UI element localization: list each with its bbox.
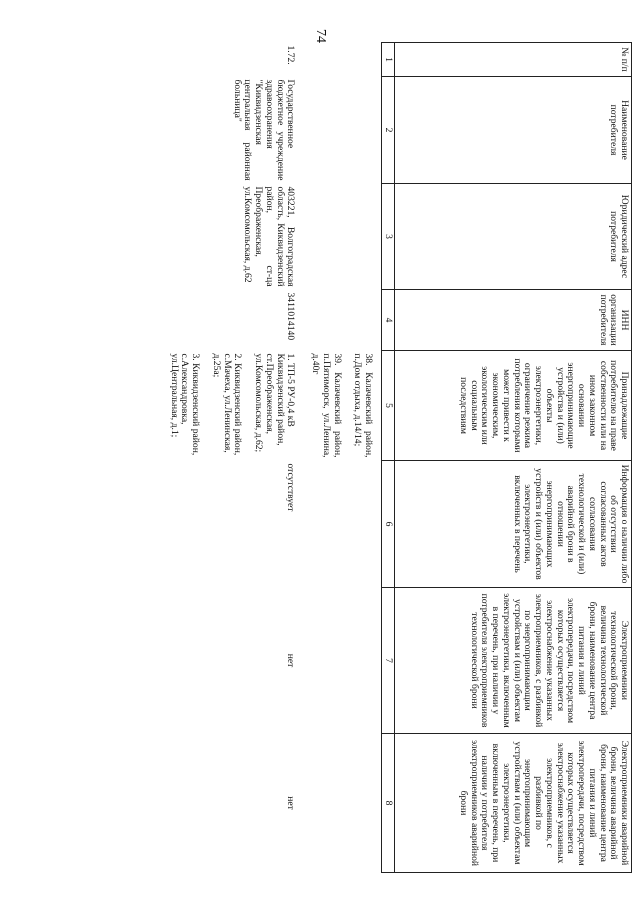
emergency-reserve: нет: [285, 796, 297, 810]
column-number: 7: [382, 588, 395, 734]
continuation-objects-cell: [297, 351, 381, 461]
technological-reserve: нет: [285, 653, 297, 668]
header-col-7: Электроприемники технологической брони, величина технологической брони, наименование центра питания и линий электропередачи, посредством которых осуществляется электроснабжение указанных электроприемников, с разбивкой по энергопринимающим устройствам и (или) объектам электроэнергетики, включенным в перечень, при наличии у потребителя электроприемников технологической брони: [395, 588, 632, 734]
column-number: 6: [382, 461, 395, 588]
header-col-5: Принадлежащие потребителю на праве собственности или на ином законном основании энергопринимающие устройства и (или) объекты электроэнергетики, ограничение режима потребления которыми может привести к экономическим, экологическим или социальным последствиям: [395, 351, 632, 461]
object-entry: 3. Киквидзенский район, с.Александровка, ул.Центральная, д.1;: [168, 353, 202, 456]
consumer-objects-cell: [156, 351, 297, 461]
acts-status: отсутствует: [285, 463, 297, 512]
header-col-2: Наименование потребителя: [395, 77, 632, 184]
header-col-1: № п/п: [395, 43, 632, 77]
object-entry: 38. Калачевский район, п.Дом отдыха, д.14/14;: [352, 353, 374, 458]
row-number: 1.72.: [285, 45, 297, 65]
consumer-table: [156, 42, 632, 873]
table-row: [156, 43, 297, 873]
column-number: 8: [382, 734, 395, 873]
header-col-3: Юридический адрес потребителя: [395, 184, 632, 290]
consumer-address: 403221, Волгоградская область, Киквидзенский район, ст-ца Преображенская, ул.Комсомольская, д.62: [242, 186, 297, 287]
consumer-name: Государственное бюджетное учреждение здравоохранения "Киквидзенская центральная районная больница": [231, 79, 297, 181]
header-col-6: Информация о наличии либо об отсутствии согласованных актов согласования технологической и (или) аварийной брони в отношении энергопринимающих устройств и (или) объектов электроэнергетики, включенных в перечень: [395, 461, 632, 588]
consumer-inn: 3411014140: [285, 292, 297, 341]
column-number: 1: [382, 43, 395, 77]
column-number: 5: [382, 351, 395, 461]
rotated-table-area: [22, 42, 632, 872]
column-number: 4: [382, 290, 395, 351]
column-number: 2: [382, 77, 395, 184]
object-entry: 2. Киквидзенский район, с.Мачеха, ул.Ленинская, д.25а;: [210, 353, 244, 456]
column-number: 3: [382, 184, 395, 290]
object-entry: 1. ТП-5 РУ-0,4 кВ Киквидзенский район, ст.Преображенская, ул.Комсомольская, д.62;: [253, 353, 297, 453]
object-entry: 39. Калачевский район, п.Пятиморск, ул.Ленина, д.40г: [310, 353, 343, 458]
continuation-row: [297, 43, 381, 873]
page-number: 74: [313, 29, 328, 43]
header-col-4: ИНН организации потребителя: [395, 290, 632, 351]
header-col-8: Электроприемники аварийной брони, величина аварийной брони, наименование центра питания и линий электропередачи, посредством которых осуществляется электроснабжение указанных электроприемников, с разбивкой по энергопринимающим устройствам и (или) объектам электроэнергетики, включенным в перечень, при наличии у потребителя электроприемников аварийной брони: [395, 734, 632, 873]
